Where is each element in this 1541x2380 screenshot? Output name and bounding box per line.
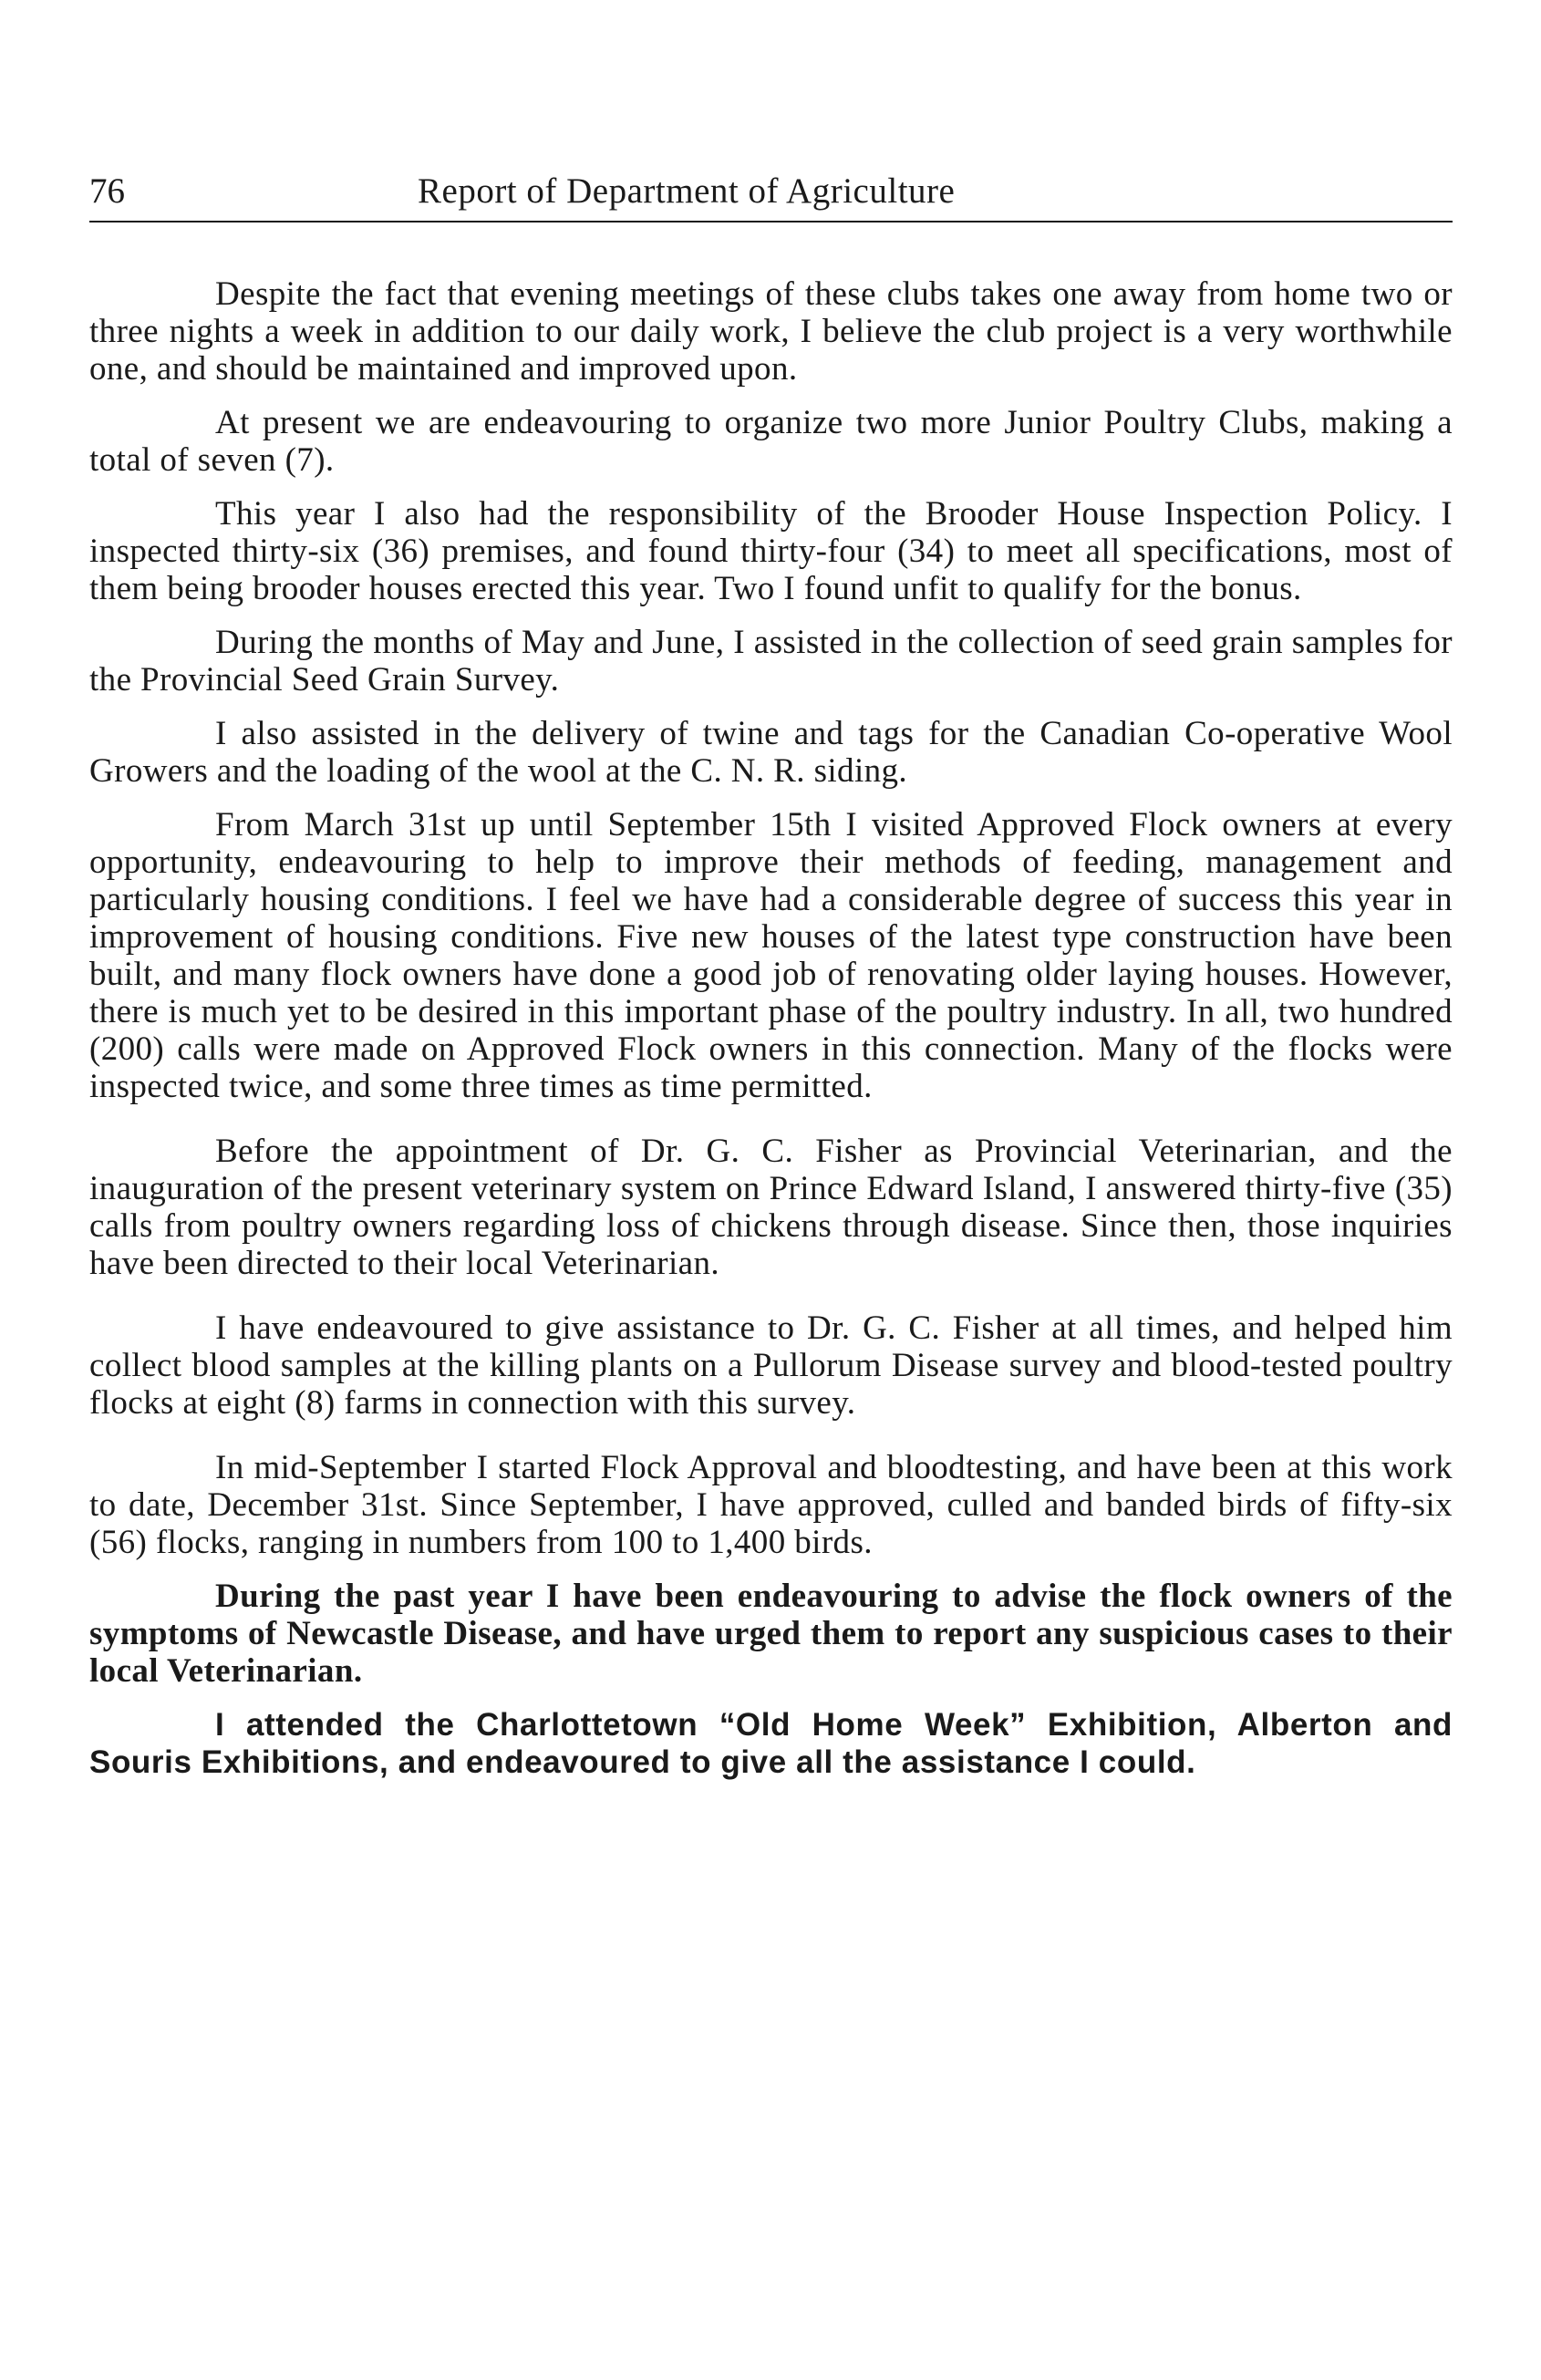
running-head xyxy=(89,162,1453,222)
body-text xyxy=(89,222,1453,1781)
paragraph-newcastle-disease: During the past year I have been endeavouring to advise the flock owners of the symptoms of Newcastle Disease, and have urged them to report any suspicious cases to their local Veterinarian. xyxy=(89,1578,1453,1690)
paragraph-pullorum-survey: I have endeavoured to give assistance to Dr. G. C. Fisher at all times, and helped him collect blood samples at the killing plants on a Pullorum Disease survey and blood-tested poultry flocks at eight (8) farms in connection with this survey. xyxy=(89,1309,1453,1422)
paragraph-approved-flock-visits: From March 31st up until September 15th I visited Approved Flock owners at every opportunity, endeavouring to help to improve their methods of feeding, management and particularly housing conditions. I feel we have had a considerable degree of success this year in improvement of housing conditions. Five new houses of the latest type construction have been built, and many flock owners have done a good job of renovating older laying houses. However, there is much yet to be desired in this important phase of the poultry industry. In all, two hundred (200) calls were made on Approved Flock owners in this connection. Many of the flocks were inspected twice, and some three times as time permitted. xyxy=(89,806,1453,1105)
paragraph-seed-grain-survey: During the months of May and June, I assisted in the collection of seed grain samples for the Provincial Seed Grain Survey. xyxy=(89,624,1453,698)
paragraph-exhibitions: I attended the Charlottetown “Old Home Week” Exhibition, Alberton and Souris Exhibitions, and endeavoured to give all the assistance I could. xyxy=(89,1707,1453,1780)
paragraph-wool-growers: I also assisted in the delivery of twine and tags for the Canadian Co-operative Wool Growers and the loading of the wool at the C. N. R. siding. xyxy=(89,715,1453,790)
paragraph-brooder-house-inspection: This year I also had the responsibility of the Brooder House Inspection Policy. I inspected thirty-six (36) premises, and found thirty-four (34) to meet all specifications, most of them being brooder houses erected this year. Two I found unfit to qualify for the bonus. xyxy=(89,495,1453,607)
paragraph-provincial-veterinarian: Before the appointment of Dr. G. C. Fisher as Provincial Veterinarian, and the inauguration of the present veterinary system on Prince Edward Island, I answered thirty-five (35) calls from poultry owners regarding loss of chickens through disease. Since then, those inquiries have been directed to their local Veterinarian. xyxy=(89,1133,1453,1282)
paragraph-club-project: Despite the fact that evening meetings of these clubs takes one away from home two or three nights a week in addition to our daily work, I believe the club project is a very worthwhile one, and should be maintained and improved upon. xyxy=(89,275,1453,388)
running-title: Report of Department of Agriculture xyxy=(418,171,956,211)
paragraph-flock-approval: In mid-September I started Flock Approval and bloodtesting, and have been at this work to date, December 31st. Since September, I have approved, culled and banded birds of fifty-six (56) flocks, ranging in numbers from 100 to 1,400 birds. xyxy=(89,1449,1453,1561)
page-number: 76 xyxy=(89,171,125,211)
paragraph-junior-poultry-clubs: At present we are endeavouring to organize two more Junior Poultry Clubs, making a total of seven (7). xyxy=(89,404,1453,479)
document-page xyxy=(89,162,1453,1797)
